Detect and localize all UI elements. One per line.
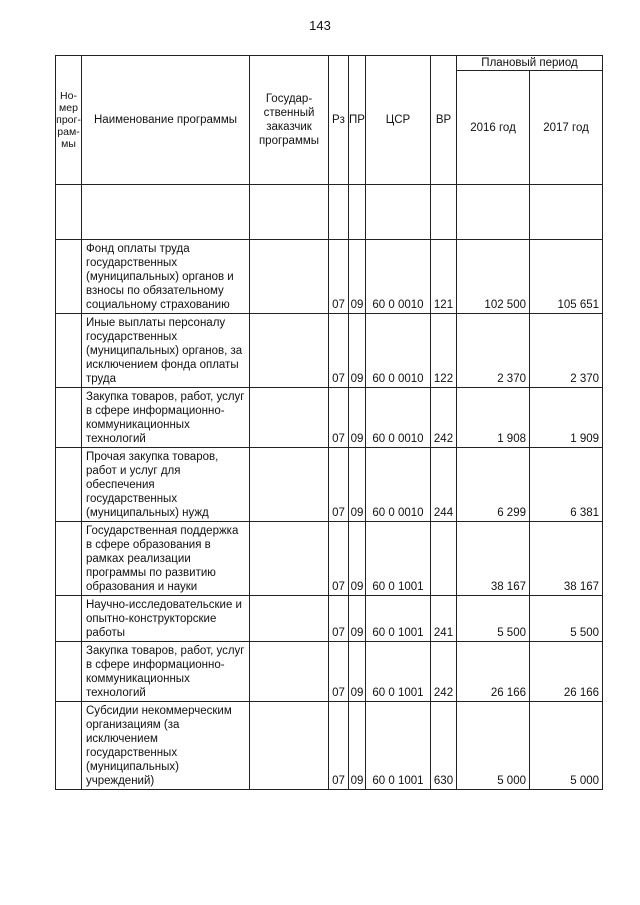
amount-2017-cell: 1 909	[530, 388, 603, 448]
customer-cell	[250, 642, 329, 702]
customer-cell	[250, 388, 329, 448]
table-row	[56, 240, 603, 314]
table-row	[56, 596, 603, 642]
csr-cell: 60 0 0010	[366, 388, 431, 448]
row-number-cell	[56, 702, 82, 790]
rz-cell: 07	[329, 448, 349, 522]
pr-cell: 09	[349, 314, 366, 388]
spacer-cell	[366, 185, 431, 240]
spacer-cell	[82, 185, 250, 240]
table-row	[56, 448, 603, 522]
pr-cell: 09	[349, 448, 366, 522]
pr-cell: 09	[349, 642, 366, 702]
csr-cell: 60 0 1001	[366, 642, 431, 702]
amount-2016-cell: 5 500	[457, 596, 530, 642]
row-number-cell	[56, 448, 82, 522]
program-name-cell: Фонд оплаты труда государственных (муниципальных) органов и взносы по обязательному социальному страхованию	[82, 240, 250, 314]
customer-cell	[250, 522, 329, 596]
header-number	[56, 56, 82, 185]
customer-cell	[250, 448, 329, 522]
page-number: 143	[309, 18, 331, 33]
amount-2016-cell: 5 000	[457, 702, 530, 790]
pr-cell: 09	[349, 388, 366, 448]
table-row	[56, 314, 603, 388]
header-number-label: Но- мер прог- рам- мы	[56, 90, 81, 150]
table-row	[56, 642, 603, 702]
spacer-cell	[457, 185, 530, 240]
customer-cell	[250, 314, 329, 388]
rz-cell: 07	[329, 596, 349, 642]
budget-table	[55, 55, 603, 790]
header-customer	[250, 56, 329, 185]
rz-cell: 07	[329, 522, 349, 596]
row-number-cell	[56, 596, 82, 642]
spacer-cell	[56, 185, 82, 240]
spacer-cell	[431, 185, 457, 240]
pr-cell: 09	[349, 522, 366, 596]
spacer-cell	[250, 185, 329, 240]
rz-cell: 07	[329, 702, 349, 790]
amount-2017-cell: 2 370	[530, 314, 603, 388]
csr-cell: 60 0 0010	[366, 240, 431, 314]
vr-cell: 241	[431, 596, 457, 642]
amount-2017-cell: 5 500	[530, 596, 603, 642]
amount-2017-cell: 6 381	[530, 448, 603, 522]
csr-cell: 60 0 1001	[366, 596, 431, 642]
amount-2016-cell: 2 370	[457, 314, 530, 388]
row-number-cell	[56, 642, 82, 702]
spacer-row	[56, 185, 603, 240]
vr-cell: 242	[431, 388, 457, 448]
rz-cell: 07	[329, 642, 349, 702]
amount-2016-cell: 6 299	[457, 448, 530, 522]
header-year-2016: 2016 год	[457, 71, 530, 185]
table-row	[56, 522, 603, 596]
header-csr: ЦСР	[366, 56, 431, 185]
spacer-cell	[329, 185, 349, 240]
pr-cell: 09	[349, 240, 366, 314]
csr-cell: 60 0 1001	[366, 522, 431, 596]
program-name-cell: Прочая закупка товаров, работ и услуг для обеспечения государственных (муниципальных) нужд	[82, 448, 250, 522]
rz-cell: 07	[329, 314, 349, 388]
row-number-cell	[56, 388, 82, 448]
csr-cell: 60 0 0010	[366, 314, 431, 388]
header-rz: Рз	[329, 56, 349, 185]
csr-cell: 60 0 0010	[366, 448, 431, 522]
program-name-cell: Закупка товаров, работ, услуг в сфере информационно-коммуникационных технологий	[82, 388, 250, 448]
header-year-2017: 2017 год	[530, 71, 603, 185]
amount-2017-cell: 105 651	[530, 240, 603, 314]
vr-cell	[431, 522, 457, 596]
amount-2016-cell: 38 167	[457, 522, 530, 596]
program-name-cell: Субсидии некоммерческим организациям (за исключением государственных (муниципальных) учреждений)	[82, 702, 250, 790]
vr-cell: 242	[431, 642, 457, 702]
customer-cell	[250, 596, 329, 642]
customer-cell	[250, 702, 329, 790]
csr-cell: 60 0 1001	[366, 702, 431, 790]
vr-cell: 121	[431, 240, 457, 314]
pr-cell: 09	[349, 596, 366, 642]
vr-cell: 244	[431, 448, 457, 522]
program-name-cell: Закупка товаров, работ, услуг в сфере информационно-коммуникационных технологий	[82, 642, 250, 702]
amount-2017-cell: 38 167	[530, 522, 603, 596]
row-number-cell	[56, 240, 82, 314]
header-vr: ВР	[431, 56, 457, 185]
vr-cell: 122	[431, 314, 457, 388]
amount-2016-cell: 102 500	[457, 240, 530, 314]
rz-cell: 07	[329, 240, 349, 314]
row-number-cell	[56, 314, 82, 388]
header-pr: ПР	[349, 56, 366, 185]
amount-2017-cell: 5 000	[530, 702, 603, 790]
amount-2016-cell: 1 908	[457, 388, 530, 448]
header-planned-period: Плановый период	[457, 56, 603, 71]
program-name-cell: Иные выплаты персоналу государственных (муниципальных) органов, за исключением фонда оплаты труда	[82, 314, 250, 388]
header-program-name: Наименование программы	[82, 56, 250, 185]
spacer-cell	[349, 185, 366, 240]
table-row	[56, 388, 603, 448]
row-number-cell	[56, 522, 82, 596]
customer-cell	[250, 240, 329, 314]
program-name-cell: Государственная поддержка в сфере образования в рамках реализации программы по развитию образования и науки	[82, 522, 250, 596]
table-row	[56, 702, 603, 790]
rz-cell: 07	[329, 388, 349, 448]
program-name-cell: Научно-исследовательские и опытно-конструкторские работы	[82, 596, 250, 642]
spacer-cell	[530, 185, 603, 240]
amount-2016-cell: 26 166	[457, 642, 530, 702]
amount-2017-cell: 26 166	[530, 642, 603, 702]
header-customer-label: Государ- ственный заказчик программы	[258, 93, 320, 147]
pr-cell: 09	[349, 702, 366, 790]
vr-cell: 630	[431, 702, 457, 790]
